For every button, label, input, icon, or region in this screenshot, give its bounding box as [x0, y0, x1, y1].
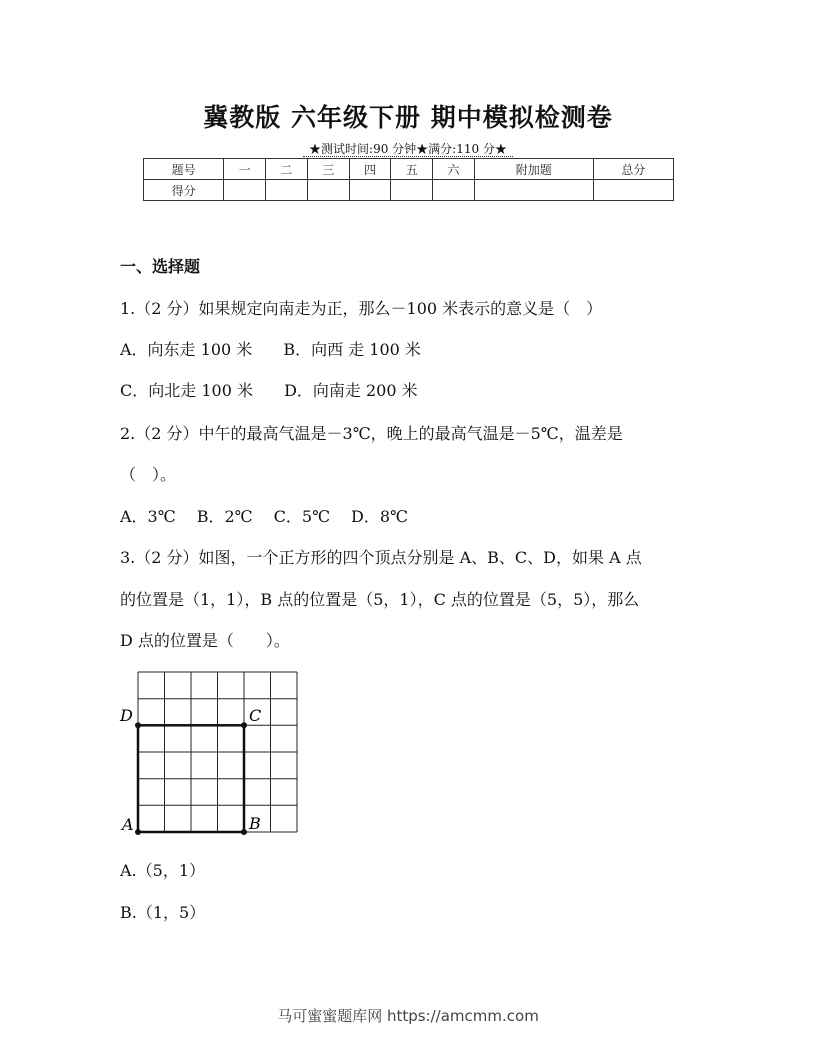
question-1-options-row-2 — [120, 378, 418, 401]
score-cell[interactable] — [391, 180, 433, 201]
label-d: D — [120, 706, 133, 725]
question-1-option-a: A．向东走 100 米 — [120, 340, 253, 359]
score-cell[interactable] — [349, 180, 391, 201]
point-a — [135, 829, 141, 835]
score-table-header-row — [144, 159, 674, 180]
score-cell[interactable] — [474, 180, 593, 201]
exam-info — [0, 140, 816, 157]
point-d — [135, 722, 141, 728]
question-1-option-b: B．向西 走 100 米 — [283, 340, 421, 359]
footer-watermark: 马可蜜蜜题库网 https://amcmm.com — [277, 1007, 539, 1025]
label-c: C — [249, 706, 262, 725]
score-header-cell: 四 — [349, 159, 391, 180]
score-header-cell: 六 — [433, 159, 475, 180]
score-cell[interactable] — [266, 180, 308, 201]
point-c — [241, 722, 247, 728]
score-header-cell: 附加题 — [474, 159, 593, 180]
question-1-option-c: C．向北走 100 米 — [120, 381, 253, 400]
point-b — [241, 829, 247, 835]
square-grid-figure — [112, 664, 302, 836]
score-cell[interactable] — [593, 180, 673, 201]
score-header-cell: 五 — [391, 159, 433, 180]
question-3-option-b: B.（1，5） — [120, 903, 206, 922]
score-header-cell: 三 — [307, 159, 349, 180]
section-heading: 一、选择题 — [120, 257, 201, 276]
question-3-stem-line-2: 的位置是（1，1），B 点的位置是（5，1），C 点的位置是（5，5），那么 — [120, 590, 640, 609]
score-header-cell: 二 — [266, 159, 308, 180]
question-2-options: A．3℃ B．2℃ C．5℃ D．8℃ — [120, 507, 408, 526]
score-table-score-row — [144, 180, 674, 201]
question-2-stem-line-1: 2.（2 分）中午的最高气温是－3℃，晚上的最高气温是－5℃，温差是 — [120, 424, 623, 443]
question-1-option-d: D．向南走 200 米 — [284, 381, 418, 400]
label-b: B — [249, 814, 261, 833]
score-header-cell: 一 — [224, 159, 266, 180]
score-cell[interactable] — [433, 180, 475, 201]
question-3-stem-line-1: 3.（2 分）如图，一个正方形的四个顶点分别是 A、B、C、D，如果 A 点 — [120, 548, 642, 567]
score-table — [143, 158, 674, 201]
exam-info-text: ★测试时间:90 分钟★满分:110 分★ — [303, 142, 513, 157]
score-cell[interactable] — [224, 180, 266, 201]
question-1-stem: 1.（2 分）如果规定向南走为正，那么－100 米表示的意义是（ ） — [120, 299, 603, 318]
question-3-stem-line-3: D 点的位置是（ ）。 — [120, 631, 290, 650]
question-3-option-a: A.（5，1） — [120, 861, 206, 880]
score-row-label: 得分 — [144, 180, 224, 201]
label-a: A — [122, 815, 134, 834]
score-cell[interactable] — [307, 180, 349, 201]
page-title: 冀教版 六年级下册 期中模拟检测卷 — [203, 103, 613, 132]
question-2-stem-line-2: （ ）。 — [120, 465, 177, 484]
grid-lines — [138, 672, 297, 832]
score-header-cell: 总分 — [593, 159, 673, 180]
question-1-options-row-1 — [120, 337, 421, 360]
score-header-cell: 题号 — [144, 159, 224, 180]
